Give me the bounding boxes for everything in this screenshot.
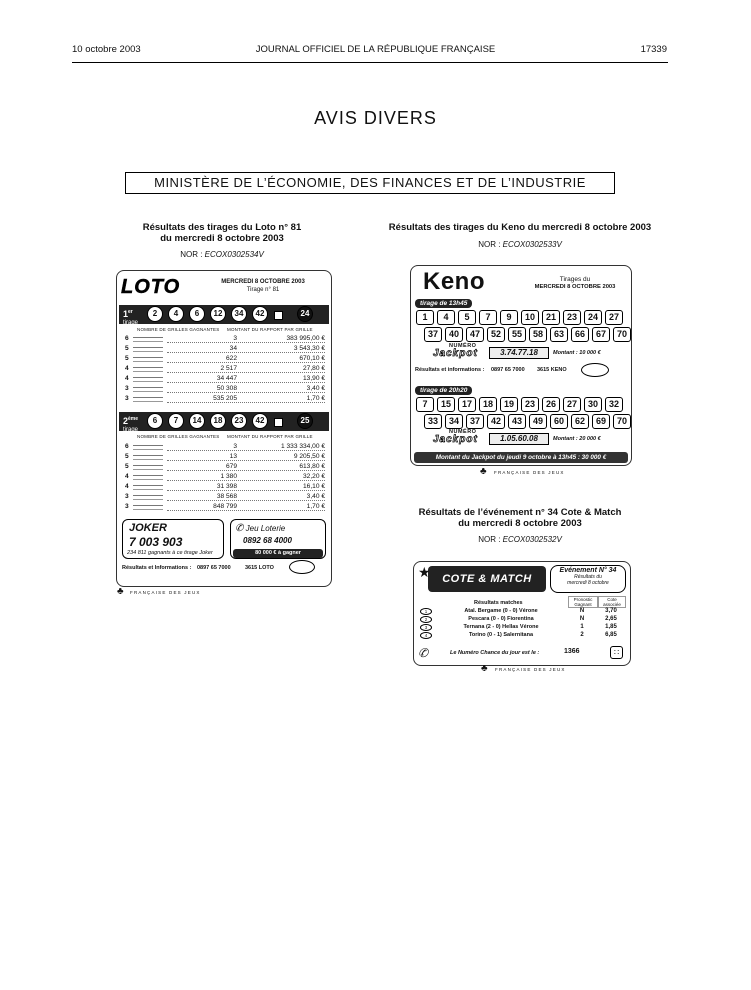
cote-row-match: Torino (0 - 1) Salernitana [468, 632, 534, 638]
loto-t1-ball: 42 [252, 306, 268, 322]
loto-t1-row: 4 2 517 27,80 € [125, 365, 325, 372]
loto-phone-note: 80 000 € à gagner [233, 549, 323, 558]
loto-t2-ball: 6 [147, 413, 163, 429]
cote-row-cote: 6,85 [605, 632, 617, 638]
keno-number-cell: 7 [416, 397, 434, 412]
loto-t1-col-head-left: NOMBRE DE GRILLES GAGNANTES [137, 327, 220, 332]
keno-draw2-jackpot-code: 1.05.60.08 [489, 433, 549, 445]
loto-t1-row: 4 34 447 13,90 € [125, 375, 325, 382]
keno-number-cell: 27 [605, 310, 623, 325]
section-title: AVIS DIVERS [314, 108, 437, 128]
keno-number-cell: 9 [500, 310, 518, 325]
cote-fdj: FRANÇAISE DES JEUX [495, 667, 566, 672]
cote-row-cote: 1,85 [605, 624, 617, 630]
keno-draw1-jackpot-word: Jackpot [433, 348, 478, 359]
cote-row-cote: 2,65 [605, 616, 617, 622]
loto-t1-col-head-right: MONTANT DU RAPPORT PAR GRILLE [227, 327, 313, 332]
header-date: 10 octobre 2003 [72, 44, 141, 55]
keno-number-cell: 66 [571, 327, 589, 342]
phone-icon: ✆ [235, 523, 244, 534]
loto-info-phone: 0897 65 7000 [197, 565, 231, 571]
keno-number-cell: 32 [605, 397, 623, 412]
keno-draw2-label: tirage de 20h20 [415, 386, 472, 395]
loto-t1-row: 3 50 308 3,40 € [125, 385, 325, 392]
keno-draw1-jackpot-code: 3.74.77.18 [489, 347, 549, 359]
keno-ticket [410, 265, 632, 466]
loto-t1-ball: 2 [147, 306, 163, 322]
keno-number-cell: 49 [529, 414, 547, 429]
keno-number-cell: 18 [479, 397, 497, 412]
loto-t2-complementary-ball: 25 [297, 413, 313, 429]
loto-ticket [116, 270, 332, 587]
keno-number-cell: 52 [487, 327, 505, 342]
keno-number-cell: 43 [508, 414, 526, 429]
cote-title [370, 507, 670, 529]
cote-row-pronostic: N [579, 616, 585, 622]
cote-ticket [413, 561, 631, 666]
cote-nor [370, 535, 670, 544]
keno-info-minitel: 3615 KENO [537, 367, 567, 373]
loto-t1-complementary-ball: 24 [297, 306, 313, 322]
keno-date: MERCREDI 8 OCTOBRE 2003 [534, 284, 616, 290]
dice-icon: ∷ [610, 646, 623, 659]
keno-number-cell: 1 [416, 310, 434, 325]
cote-row-number: 4 [420, 632, 432, 639]
cote-number-value: 1366 [564, 648, 580, 655]
loto-tirage2-label: 2ème tirage [123, 416, 139, 433]
keno-nor [370, 240, 670, 249]
keno-number-cell: 33 [424, 414, 442, 429]
loto-t2-ball: 14 [189, 413, 205, 429]
keno-number-cell: 67 [592, 327, 610, 342]
keno-number-cell: 23 [521, 397, 539, 412]
keno-number-cell: 4 [437, 310, 455, 325]
keno-nor-label: NOR : [478, 240, 501, 249]
cote-nor-code: ECOX0302532V [502, 535, 562, 544]
keno-fdj: FRANÇAISE DES JEUX [494, 470, 565, 475]
cote-row-cote: 3,70 [605, 608, 617, 614]
header-page-number: 17339 [640, 44, 667, 55]
keno-number-cell: 15 [437, 397, 455, 412]
keno-info-phone: 0897 65 7000 [491, 367, 525, 373]
phone-icon: ✆ [418, 646, 429, 660]
clover-icon: ♣ [480, 466, 487, 477]
loto-t2-row: 5 679 613,80 € [125, 463, 325, 470]
loto-title [72, 222, 372, 244]
keno-number-cell: 24 [584, 310, 602, 325]
loto-t1-ball: 6 [189, 306, 205, 322]
keno-number-cell: 62 [571, 414, 589, 429]
keno-number-cell: 69 [592, 414, 610, 429]
keno-number-cell: 7 [479, 310, 497, 325]
loto-t2-row: 5 13 9 205,50 € [125, 453, 325, 460]
cote-col-matches: Résultats matches [474, 600, 523, 606]
loto-nor-code: ECOX0302534V [204, 250, 264, 259]
cote-row-pronostic: 2 [580, 632, 584, 638]
cote-row-match: Atal. Bergame (0 - 0) Vérone [464, 608, 538, 614]
keno-logo: Keno [423, 268, 485, 295]
loto-title-line2: du mercredi 8 octobre 2003 [160, 233, 284, 244]
loto-t2-ball: 7 [168, 413, 184, 429]
cote-nor-label: NOR : [478, 535, 501, 544]
loto-info-minitel: 3615 LOTO [245, 565, 274, 571]
cote-row-number: 3 [420, 624, 432, 631]
cote-row-pronostic: N [579, 608, 585, 614]
loto-t1-ball: 34 [231, 306, 247, 322]
keno-number-cell: 5 [458, 310, 476, 325]
keno-number-cell: 58 [529, 327, 547, 342]
keno-number-cell: 26 [542, 397, 560, 412]
loto-t1-row: 6 3 383 995,00 € [125, 335, 325, 342]
cote-row-number: 2 [420, 616, 432, 623]
clover-icon: ♣ [481, 663, 488, 674]
loto-t1-row: 5 34 3 543,30 € [125, 345, 325, 352]
keno-number-cell: 70 [613, 327, 631, 342]
keno-number-cell: 27 [563, 397, 581, 412]
keno-draw2-multiplier-label: NUMÉRO [449, 429, 477, 435]
loto-logo: LOTO [121, 276, 181, 298]
keno-number-cell: 37 [466, 414, 484, 429]
fdj-logo-icon [289, 560, 315, 574]
loto-t1-ball: 4 [168, 306, 184, 322]
keno-number-cell: 19 [500, 397, 518, 412]
cote-row-match: Pescara (0 - 0) Fiorentina [468, 616, 534, 622]
keno-draw1-multiplier-label: NUMÉRO [449, 343, 477, 349]
loto-t2-ball: 18 [210, 413, 226, 429]
keno-title: Résultats des tirages du Keno du mercredi 8 octobre 2003 [388, 222, 652, 233]
keno-nor-code: ECOX0302533V [502, 240, 562, 249]
keno-number-cell: 17 [458, 397, 476, 412]
cote-event-title: Evénement N° 34 [559, 567, 617, 574]
cote-event-sub1: Résultats du [574, 574, 602, 580]
cote-logo: COTE & MATCH [428, 566, 546, 592]
loto-t2-row: 3 848 799 1,70 € [125, 503, 325, 510]
keno-draw1-montant: Montant : 10 000 € [553, 350, 601, 356]
keno-number-cell: 63 [550, 327, 568, 342]
header-rule [72, 62, 668, 63]
loto-tirage1-label: 1er tirage [123, 309, 139, 326]
keno-number-cell: 42 [487, 414, 505, 429]
star-icon: ★ [418, 564, 431, 580]
loto-phone-label: ✆ Jeu Loterie [235, 523, 286, 534]
cote-col-cote: Cote associée [598, 596, 626, 608]
keno-number-cell: 55 [508, 327, 526, 342]
header-journal: JOURNAL OFFICIEL DE LA RÉPUBLIQUE FRANÇAISE [255, 44, 496, 55]
loto-title-line1: Résultats des tirages du Loto n° 81 [142, 222, 302, 233]
loto-t2-col-head-right: MONTANT DU RAPPORT PAR GRILLE [227, 434, 313, 439]
loto-info-label: Résultats et Informations : [122, 565, 192, 571]
loto-joker-box [122, 519, 224, 559]
loto-draw-date: MERCREDI 8 OCTOBRE 2003 [221, 279, 305, 285]
loto-phone-box [230, 519, 326, 559]
loto-fdj: FRANÇAISE DES JEUX [130, 590, 201, 595]
loto-t2-row: 4 31 398 16,10 € [125, 483, 325, 490]
loto-t2-complementary-square [274, 418, 283, 427]
cote-title-line2: du mercredi 8 octobre 2003 [458, 518, 582, 529]
loto-nor [72, 250, 372, 259]
keno-info-label: Résultats et informations : [415, 367, 485, 373]
loto-t2-row: 6 3 1 333 334,00 € [125, 443, 325, 450]
cote-row-number: 1 [420, 608, 432, 615]
cote-title-line1: Résultats de l’événement n° 34 Cote & Match [418, 507, 622, 518]
keno-number-cell: 23 [563, 310, 581, 325]
cote-event-sub2: mercredi 8 octobre [567, 580, 609, 586]
keno-draw1-label: tirage de 13h45 [415, 299, 472, 308]
ministry-box: MINISTÈRE DE L’ÉCONOMIE, DES FINANCES ET DE L’INDUSTRIE [125, 172, 615, 194]
keno-number-cell: 34 [445, 414, 463, 429]
loto-t2-row: 4 1 380 32,20 € [125, 473, 325, 480]
loto-joker-label: JOKER [129, 522, 167, 534]
loto-t1-row: 5 622 670,10 € [125, 355, 325, 362]
loto-t1-ball: 12 [210, 306, 226, 322]
keno-number-cell: 30 [584, 397, 602, 412]
keno-number-cell: 10 [521, 310, 539, 325]
keno-number-cell: 40 [445, 327, 463, 342]
loto-t2-row: 3 38 568 3,40 € [125, 493, 325, 500]
loto-t1-row: 3 535 205 1,70 € [125, 395, 325, 402]
cote-col-pronostic: Pronostic Gagnant [568, 596, 598, 608]
cote-number-label: Le Numéro Chance du jour est le : [450, 650, 540, 656]
cote-row-pronostic: 1 [580, 624, 584, 630]
loto-joker-number: 7 003 903 [129, 535, 183, 549]
clover-icon: ♣ [117, 586, 124, 597]
keno-number-cell: 21 [542, 310, 560, 325]
keno-number-cell: 47 [466, 327, 484, 342]
keno-number-cell: 37 [424, 327, 442, 342]
loto-joker-note: 234 811 gagnants à ce tirage Joker [127, 550, 213, 556]
loto-nor-label: NOR : [180, 250, 203, 259]
loto-phone-number: 0892 68 4000 [243, 536, 292, 545]
loto-t1-complementary-square [274, 311, 283, 320]
keno-number-cell: 60 [550, 414, 568, 429]
loto-draw-number: Tirage n° 81 [246, 287, 280, 293]
keno-draw2-jackpot-word: Jackpot [433, 434, 478, 445]
cote-event-box [550, 565, 626, 593]
fdj-logo-icon [581, 363, 609, 377]
keno-number-cell: 70 [613, 414, 631, 429]
loto-t2-col-head-left: NOMBRE DE GRILLES GAGNANTES [137, 434, 220, 439]
keno-footer-band: Montant du Jackpot du jeudi 9 octobre à 13h45 : 30 000 € [414, 452, 628, 463]
loto-t2-ball: 42 [252, 413, 268, 429]
keno-tirages-du: Tirages du [559, 276, 591, 283]
loto-t2-ball: 23 [231, 413, 247, 429]
keno-draw2-montant: Montant : 20 000 € [553, 436, 601, 442]
cote-row-match: Ternana (2 - 0) Hellas Vérone [463, 624, 539, 630]
